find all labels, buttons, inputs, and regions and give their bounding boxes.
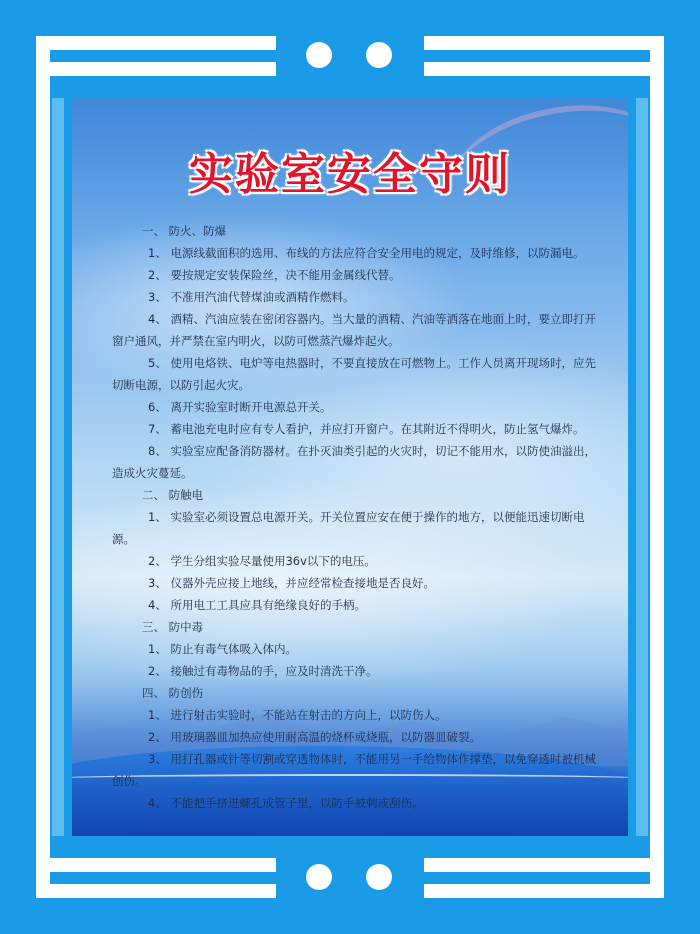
frame-stripe [424,884,664,898]
frame-stripe [36,36,276,50]
rule-item: 5、 使用电烙铁、电炉等电热器时，不要直接放在可燃物上。工作人员离开现场时，应先切断电源，以防引起火灾。 [112,356,596,392]
rule-item: 3、 用打孔器或针等切割或穿透物体时，不能用另一手给物体作撑垫，以免穿透时被机械创伤。 [112,752,596,788]
section-heading: 三、 防中毒 [142,620,204,634]
rule-item: 8、 实验室应配备消防器材。在扑灭油类引起的火灾时，切记不能用水，以防使油溢出，造成火灾蔓延。 [112,444,596,480]
rule-item: 1、 防止有毒气体吸入体内。 [148,642,297,656]
frame-stripe [636,98,648,836]
rules-list [112,220,598,814]
rule-item: 2、 接触过有毒物品的手，应及时清洗干净。 [148,664,378,678]
frame-stripe [36,884,276,898]
poster-title: 实验室安全守则 [189,149,511,200]
frame-stripe [424,62,664,76]
content-panel [72,98,628,836]
section-heading: 一、 防火、防爆 [142,224,227,238]
rule-item: 6、 离开实验室时断开电源总开关。 [148,400,332,414]
frame-stripe [52,98,64,836]
ring-ornament [298,34,340,76]
rule-item: 3、 仪器外壳应接上地线，并应经常检查接地是否良好。 [148,576,435,590]
frame-stripe [36,62,276,76]
frame-stripe [424,858,664,872]
frame-stripe [650,36,664,898]
rule-item: 4、 所用电工工具应具有绝缘良好的手柄。 [148,598,366,612]
frame-stripe [36,36,50,898]
rule-item: 3、 不准用汽油代替煤油或酒精作燃料。 [148,290,355,304]
rule-item: 2、 要按规定安装保险丝，决不能用金属线代替。 [148,268,401,282]
frame-stripe [36,858,276,872]
ring-ornament [358,856,400,898]
rule-item: 7、 蓄电池充电时应有专人看护，并应打开窗户。在其附近不得明火，防止氢气爆炸。 [148,422,585,436]
rule-item: 1、 实验室必须设置总电源开关。开关位置应安在便于操作的地方，以便能迅速切断电源。 [112,510,585,546]
rule-item: 2、 用玻璃器皿加热应使用耐高温的烧杯或烧瓶，以防器皿破裂。 [148,730,481,744]
frame-stripe [424,36,664,50]
section-heading: 二、 防触电 [142,488,204,502]
rule-item: 4、 不能把手挤进螺孔或管子里，以防手被刺或刮伤。 [148,796,424,810]
rule-item: 1、 进行射击实验时，不能站在射击的方向上，以防伤人。 [148,708,447,722]
section-heading: 四、 防创伤 [142,686,204,700]
rule-item: 2、 学生分组实验尽量使用36v以下的电压。 [148,554,376,568]
rule-item: 4、 酒精、汽油应装在密闭容器内。当大量的酒精、汽油等洒落在地面上时，要立即打开窗户通风，并严禁在室内明火，以防可燃蒸汽爆炸起火。 [112,312,596,348]
rule-item: 1、 电源线截面积的选用、布线的方法应符合安全用电的规定，及时维修，以防漏电。 [148,246,585,260]
ring-ornament [298,856,340,898]
ring-ornament [358,34,400,76]
